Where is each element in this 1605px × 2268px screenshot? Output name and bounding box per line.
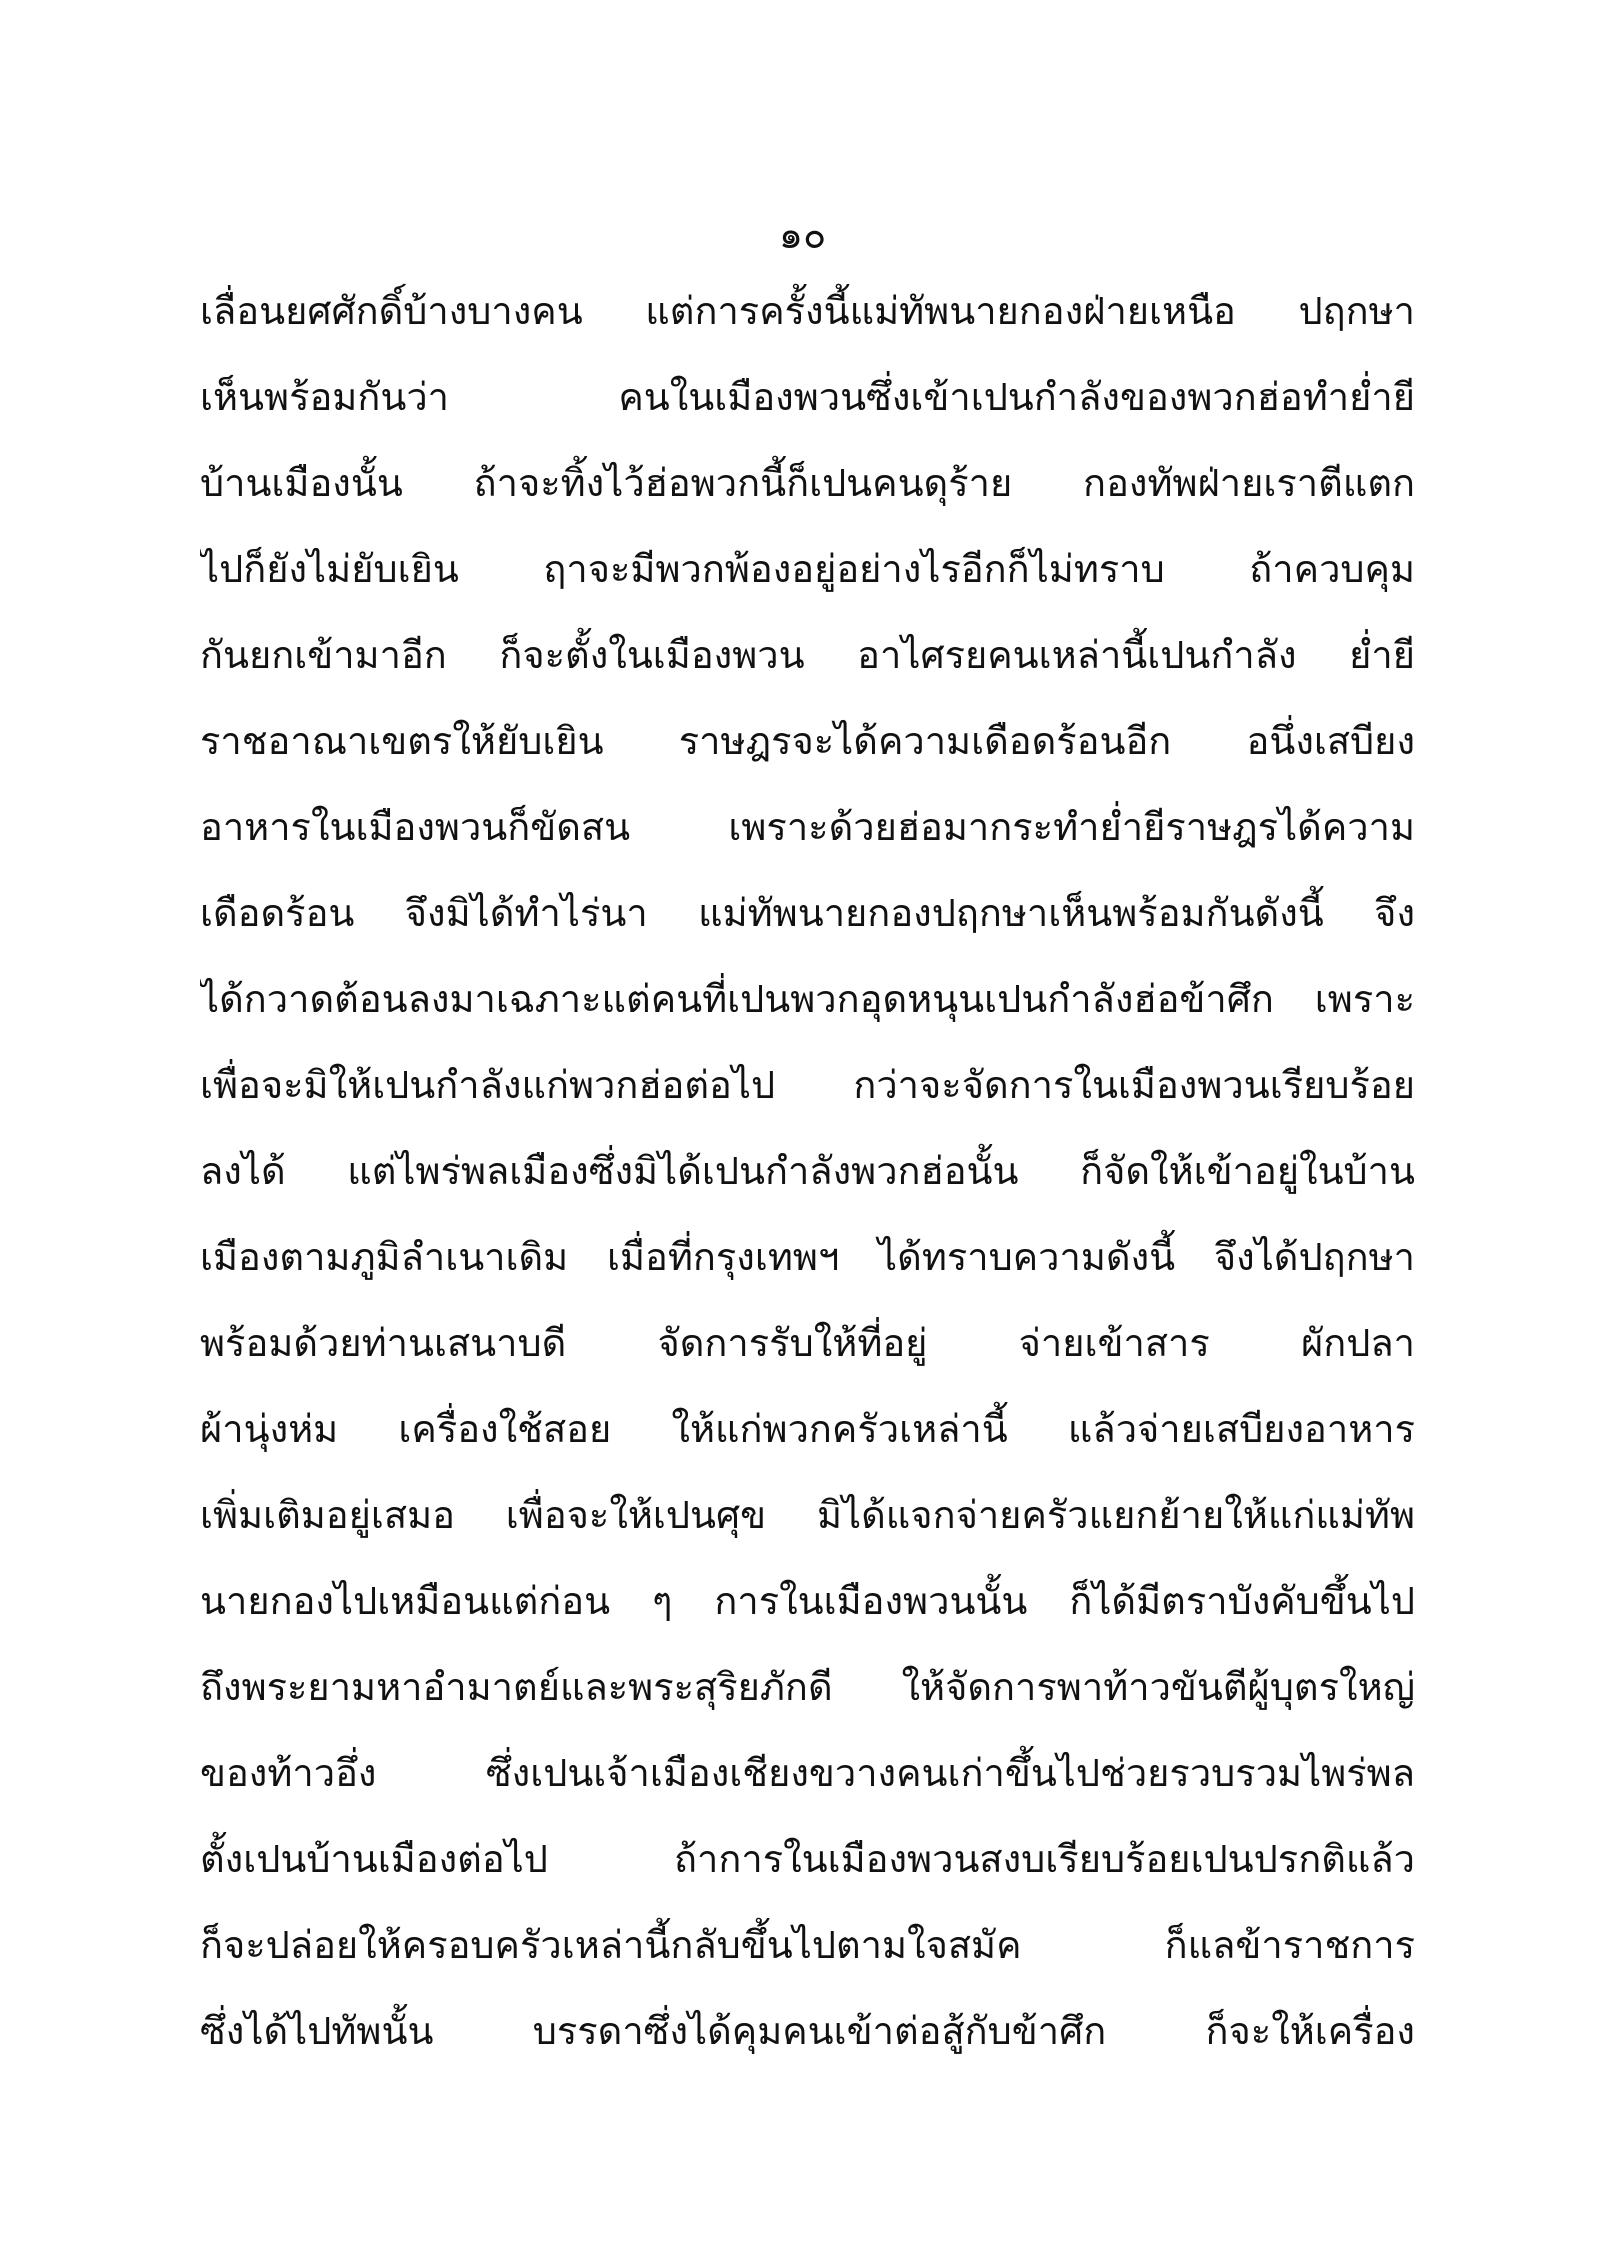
text-line: ถึงพระยามหาอำมาตย์และพระสุริยภักดี ให้จัดการพาท้าวขันตีผู้บุตรใหญ่ bbox=[200, 1665, 1415, 1709]
body-text bbox=[200, 268, 1415, 2108]
text-line: พร้อมด้วยท่านเสนาบดี จัดการรับให้ที่อยู่ จ่ายเข้าสาร ผักปลา bbox=[200, 1321, 1415, 1365]
text-line: เมืองตามภูมิลำเนาเดิม เมื่อที่กรุงเทพฯ ได้ทราบความดังนี้ จึงได้ปฤกษา bbox=[200, 1235, 1415, 1279]
text-line: ตั้งเปนบ้านเมืองต่อไป ถ้าการในเมืองพวนสงบเรียบร้อยเปนปรกติแล้ว bbox=[200, 1837, 1415, 1881]
text-line: ผ้านุ่งห่ม เครื่องใช้สอย ให้แก่พวกครัวเหล่านี้ แล้วจ่ายเสบียงอาหาร bbox=[200, 1407, 1415, 1451]
text-line: ของท้าวอึ่ง ซึ่งเปนเจ้าเมืองเชียงขวางคนเก่าขึ้นไปช่วยรวบรวมไพร่พล bbox=[200, 1751, 1415, 1795]
text-line: กันยกเข้ามาอีก ก็จะตั้งในเมืองพวน อาไศรยคนเหล่านี้เปนกำลัง ย่ำยี bbox=[200, 633, 1415, 677]
text-line: เลื่อนยศศักดิ์บ้างบางคน แต่การครั้งนี้แม่ทัพนายกองฝ่ายเหนือ ปฤกษา bbox=[200, 289, 1415, 333]
text-line: ราชอาณาเขตรให้ยับเยิน ราษฎรจะได้ความเดือดร้อนอีก อนึ่งเสบียง bbox=[200, 719, 1415, 763]
text-line: อาหารในเมืองพวนก็ขัดสน เพราะด้วยฮ่อมากระทำย่ำยีราษฎรได้ความ bbox=[200, 805, 1415, 849]
text-line: ก็จะปล่อยให้ครอบครัวเหล่านี้กลับขึ้นไปตามใจสมัค ก็แลข้าราชการ bbox=[200, 1923, 1415, 1967]
text-line: เพื่อจะมิให้เปนกำลังแก่พวกฮ่อต่อไป กว่าจะจัดการในเมืองพวนเรียบร้อย bbox=[200, 1063, 1415, 1107]
text-line: นายกองไปเหมือนแต่ก่อน ๆ การในเมืองพวนนั้น ก็ได้มีตราบังคับขึ้นไป bbox=[200, 1579, 1415, 1623]
text-line: ซึ่งได้ไปทัพนั้น บรรดาซึ่งได้คุมคนเข้าต่อสู้กับข้าศึก ก็จะให้เครื่อง bbox=[200, 2009, 1415, 2053]
text-line: เดือดร้อน จึงมิได้ทำไร่นา แม่ทัพนายกองปฤกษาเห็นพร้อมกันดังนี้ จึง bbox=[200, 891, 1415, 935]
text-line: เพิ่มเติมอยู่เสมอ เพื่อจะให้เปนศุข มิได้แจกจ่ายครัวแยกย้ายให้แก่แม่ทัพ bbox=[200, 1493, 1415, 1537]
text-line: ได้กวาดต้อนลงมาเฉภาะแต่คนที่เปนพวกอุดหนุนเปนกำลังฮ่อข้าศึก เพราะ bbox=[200, 977, 1415, 1021]
text-line: ลงได้ แต่ไพร่พลเมืองซึ่งมิได้เปนกำลังพวกฮ่อนั้น ก็จัดให้เข้าอยู่ในบ้าน bbox=[200, 1149, 1415, 1193]
text-line: ไปก็ยังไม่ยับเยิน ฤาจะมีพวกพ้องอยู่อย่างไรอีกก็ไม่ทราบ ถ้าควบคุม bbox=[200, 547, 1415, 591]
text-line: เห็นพร้อมกันว่า คนในเมืองพวนซึ่งเข้าเปนกำลังของพวกฮ่อทำย่ำยี bbox=[200, 375, 1415, 419]
text-line: บ้านเมืองนั้น ถ้าจะทิ้งไว้ฮ่อพวกนี้ก็เปนคนดุร้าย กองทัพฝ่ายเราตีแตก bbox=[200, 461, 1415, 505]
page-number: ๑๐ bbox=[778, 213, 827, 257]
